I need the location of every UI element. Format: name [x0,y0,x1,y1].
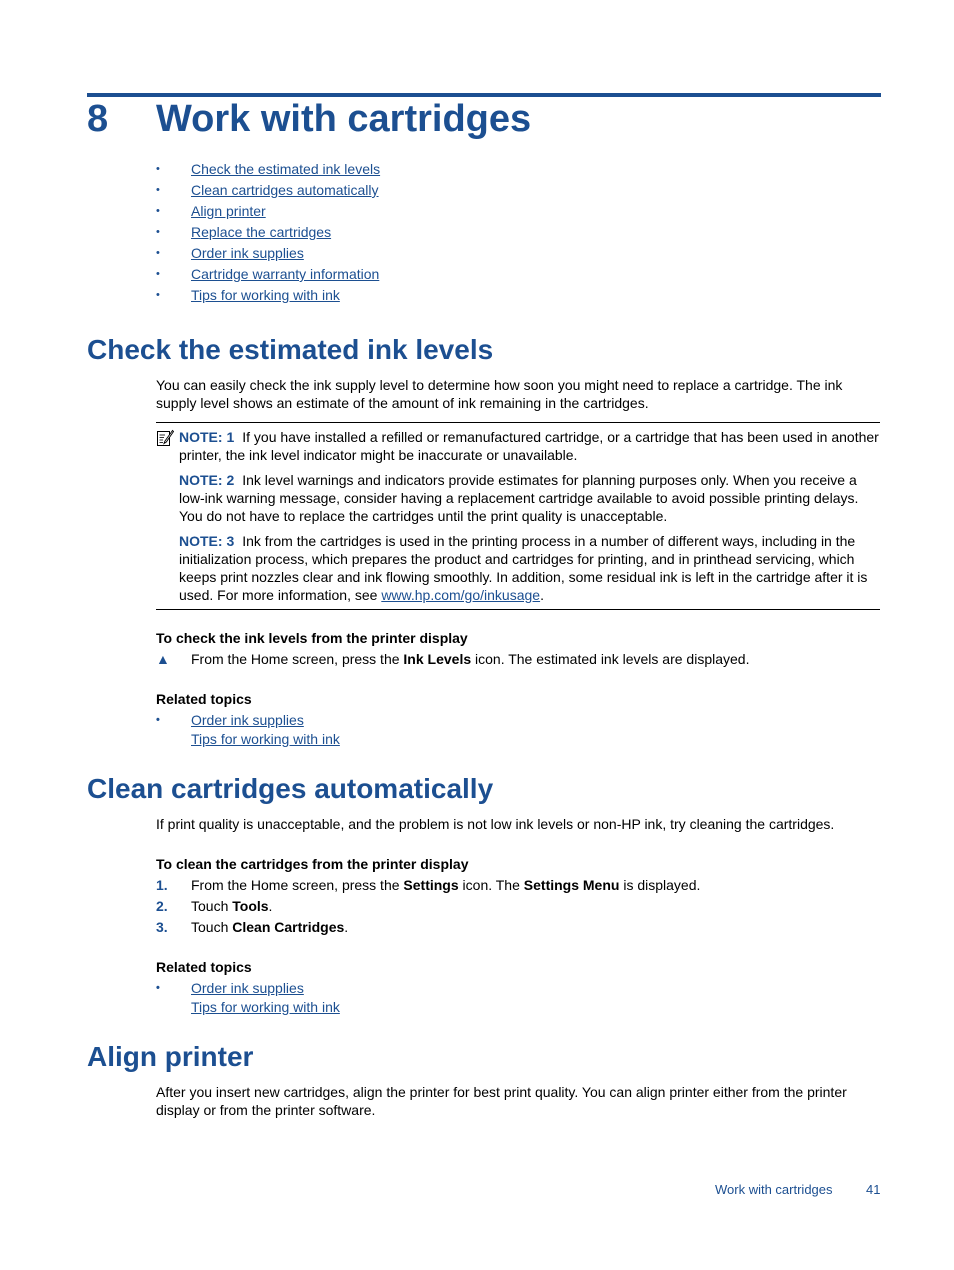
step-text: From the Home screen, press the Settings icon. The Settings Menu is displayed. [191,877,701,893]
step-text: From the Home screen, press the Ink Levels icon. The estimated ink levels are displayed. [191,651,750,667]
chapter-toc [156,160,380,307]
toc-link-tips[interactable]: Tips for working with ink [191,287,340,303]
note-text-end: . [540,587,544,603]
related-link-tips[interactable]: Tips for working with ink [191,999,340,1015]
related-topics-title: Related topics [156,959,252,975]
step-text: Touch Tools. [191,898,273,914]
bullet-icon: • [156,982,160,994]
bullet-icon: • [156,205,160,217]
toc-link-warranty[interactable]: Cartridge warranty information [191,266,380,282]
note-text: If you have installed a refilled or remanufactured cartridge, or a cartridge that has been used in another printer, the ink level indicator might be inaccurate or unavailable. [179,429,879,463]
note-text: Ink from the cartridges is used in the printing process in a number of different ways, including in the initialization process, which prepares the product and cartridges for printing, and in printhead servicing, which keeps print nozzles clear and ink flowing smoothly. In addition, some residual ink is left in the cartridge after it is used. For more information, see [179,533,868,603]
section-title-check-ink: Check the estimated ink levels [87,334,494,365]
bullet-icon: • [156,268,160,280]
note-label: NOTE: 2 [179,472,235,488]
toc-link-check-ink[interactable]: Check the estimated ink levels [191,161,381,177]
note-1 [179,428,881,464]
step-number: 3. [156,919,168,935]
step-text: Touch Clean Cartridges. [191,919,349,935]
toc-item [156,223,380,244]
bullet-icon: • [156,163,160,175]
chapter-title: Work with cartridges [156,98,532,140]
note-label: NOTE: 1 [179,429,235,445]
toc-item [156,286,380,307]
clean-intro: If print quality is unacceptable, and the problem is not low ink levels or non-HP ink, try cleaning the cartridges. [156,816,835,832]
triangle-icon: ▲ [156,651,170,667]
bullet-icon: • [156,226,160,238]
section-title-align: Align printer [87,1041,254,1072]
inkusage-link[interactable]: www.hp.com/go/inkusage [381,587,541,603]
note-box [156,422,880,610]
note-label: NOTE: 3 [179,533,235,549]
align-intro: After you insert new cartridges, align the printer for best print quality. You can align printer either from the printer display or from the printer software. [156,1084,847,1118]
toc-link-order[interactable]: Order ink supplies [191,245,304,261]
related-link-order[interactable]: Order ink supplies [191,712,304,728]
procedure-title-check: To check the ink levels from the printer display [156,630,468,646]
toc-item [156,181,380,202]
toc-link-align[interactable]: Align printer [191,203,266,219]
chapter-number: 8 [87,98,109,140]
related-link-order[interactable]: Order ink supplies [191,980,304,996]
note-text: Ink level warnings and indicators provide estimates for planning purposes only. When you receive a low-ink warning message, consider having a replacement cartridge available to avoid possible printing delays. You do not have to replace the cartridges until the print quality is unacceptable. [179,472,859,524]
note-2 [179,471,881,525]
bullet-icon: • [156,289,160,301]
section-title-clean: Clean cartridges automatically [87,773,494,804]
toc-item [156,202,380,223]
step-number: 1. [156,877,168,893]
footer-chapter-title: Work with cartridges [715,1182,833,1197]
footer-page-number: 41 [866,1182,881,1197]
bullet-icon: • [156,714,160,726]
toc-item [156,160,380,181]
related-topics-title: Related topics [156,691,252,707]
toc-link-clean[interactable]: Clean cartridges automatically [191,182,379,198]
note-3 [179,532,881,604]
check-intro: You can easily check the ink supply level to determine how soon you might need to replace a cartridge. The ink supply level shows an estimate of the amount of ink remaining in the cartridges. [156,377,843,411]
toc-item [156,244,380,265]
note-pencil-icon [156,429,174,447]
toc-link-replace[interactable]: Replace the cartridges [191,224,332,240]
toc-item [156,265,380,286]
related-link-tips[interactable]: Tips for working with ink [191,731,340,747]
bullet-icon: • [156,247,160,259]
step-number: 2. [156,898,168,914]
procedure-title-clean: To clean the cartridges from the printer display [156,856,469,872]
bullet-icon: • [156,184,160,196]
